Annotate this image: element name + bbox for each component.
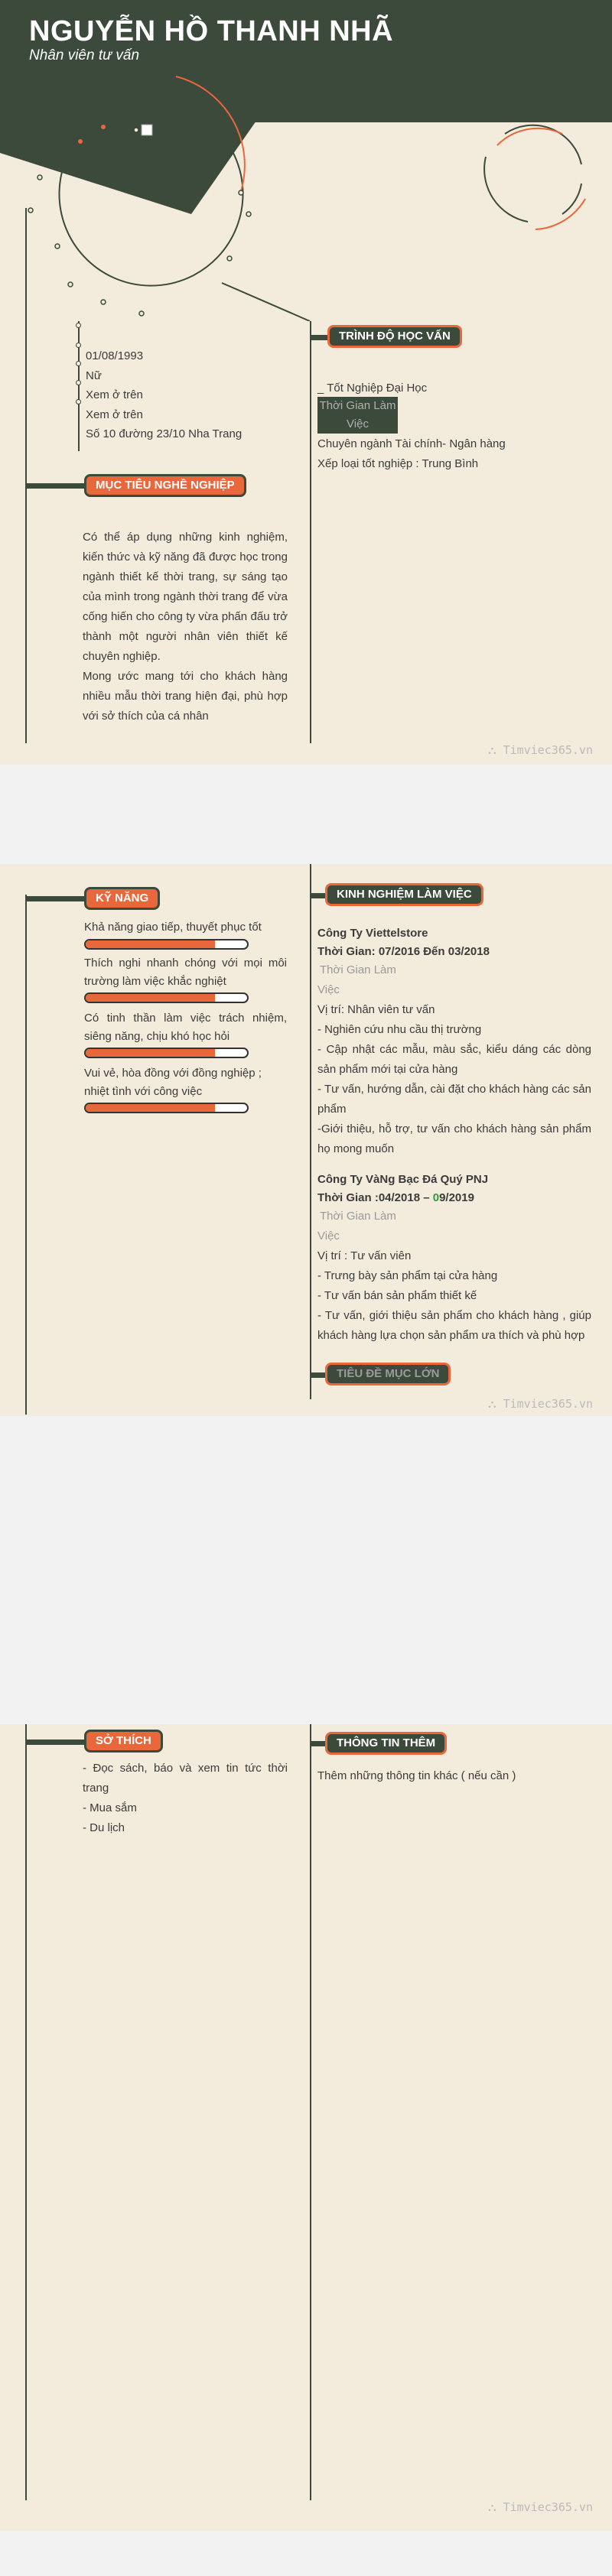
skills-title: KỸ NĂNG	[84, 887, 160, 910]
watermark: ⛬ Timviec365.vn	[488, 743, 593, 757]
info-timeline	[78, 321, 80, 451]
info-dot	[76, 323, 81, 328]
skill-4-bar	[84, 1103, 249, 1113]
experience-title: KINH NGHIỆM LÀM VIỆC	[325, 883, 483, 906]
job2-time-label: Thời Gian Làm Việc	[317, 1210, 396, 1243]
right-timeline-line	[310, 1724, 311, 2500]
job1-time-label: Thời Gian Làm Việc	[317, 963, 396, 996]
job1-duty: - Nghiên cứu nhu cầu thị trường	[317, 1023, 482, 1036]
hobby-item: - Du lịch	[83, 1821, 125, 1834]
left-timeline-line	[25, 208, 27, 743]
job2-position: Vị trí : Tư vấn viên	[317, 1249, 412, 1262]
edu-grade: Xếp loại tốt nghiệp : Trung Bình	[317, 457, 479, 470]
job1-duty: - Tư vấn, hướng dẫn, cài đặt cho khách hàng các sản phẩm	[317, 1083, 591, 1116]
birth-date: 01/08/1993	[86, 349, 144, 362]
objective-connector	[25, 483, 86, 489]
skill-4-label: Vui vẻ, hòa đồng với đồng nghiệp ; nhiệt tình với công việc	[84, 1067, 262, 1098]
cv-page-1	[0, 0, 612, 765]
cv-page-3	[0, 1724, 612, 2531]
watermark: ⛬ Timviec365.vn	[488, 2500, 593, 2514]
education-title: TRÌNH ĐỘ HỌC VẤN	[327, 325, 462, 348]
info-dot	[76, 361, 81, 366]
info-dot	[76, 380, 81, 385]
skill-3-bar	[84, 1048, 249, 1058]
phone: Xem ở trên	[86, 388, 143, 401]
job1-time: Thời Gian: 07/2016 Đến 03/2018	[317, 945, 490, 958]
additional-info-title: THÔNG TIN THÊM	[325, 1732, 447, 1755]
education-connector	[310, 335, 329, 340]
info-dot	[76, 343, 81, 348]
job1-company: Công Ty Viettelstore	[317, 927, 428, 940]
candidate-role: Nhân viên tư vấn	[29, 47, 140, 63]
skill-2-label: Thích nghi nhanh chóng với mọi môi trường làm việc khắc nghiệt	[84, 957, 287, 988]
job2-time: Thời Gian :04/2018 – 09/2019	[317, 1191, 474, 1204]
job2-duty: - Tư vấn, giới thiệu sản phẩm cho khách hàng , giúp khách hàng lựa chọn sản phẩm ưa thích và phù hợp	[317, 1309, 591, 1342]
info-dot	[76, 399, 81, 404]
hobby-item: - Mua sắm	[83, 1801, 137, 1814]
edu-major: Chuyên ngành Tài chính- Ngân hàng	[317, 437, 506, 450]
address: Số 10 đường 23/10 Nha Trang	[86, 427, 243, 440]
cv-page-2	[0, 864, 612, 1416]
left-timeline-line	[25, 895, 27, 1415]
additional-info-text: Thêm những thông tin khác ( nếu cần )	[317, 1769, 516, 1782]
skills-connector	[25, 896, 86, 901]
job1-duty: - Cập nhật các mẫu, màu sắc, kiểu dáng các dòng sản phẩm mới tại cửa hàng	[317, 1043, 591, 1076]
left-timeline-line	[25, 1724, 27, 2500]
job1-duty: -Giới thiệu, hỗ trợ, tư vấn cho khách hàng sản phẩm họ mong muốn	[317, 1122, 591, 1155]
objective-title: MỤC TIÊU NGHỀ NGHIỆP	[84, 474, 246, 497]
job1-position: Vị trí: Nhân viên tư vấn	[317, 1003, 435, 1016]
hobby-connector	[25, 1740, 86, 1745]
watermark: ⛬ Timviec365.vn	[488, 1397, 593, 1411]
skill-2-bar	[84, 992, 249, 1003]
edu-time-label: Thời Gian Làm Việc	[317, 397, 398, 434]
gender: Nữ	[86, 369, 102, 382]
skill-3-label: Có tinh thần làm việc trách nhiệm, siêng năng, chịu khó học hỏi	[84, 1012, 287, 1043]
skill-1-label: Khả năng giao tiếp, thuyết phục tốt	[84, 921, 262, 934]
skill-1-bar	[84, 939, 249, 950]
candidate-name: NGUYỄN HỒ THANH NHÃ	[29, 15, 394, 47]
job2-duty: - Tư vấn bán sản phẩm thiết kế	[317, 1289, 477, 1302]
objective-paragraph-1: Có thể áp dụng những kinh nghiệm, kiến thức và kỹ năng đã được học trong ngành thiết kế thời trang, sự sáng tạo của mình trong ngành thời trang để vừa cống hiến cho công ty vừa phấn đấu trở thành một người nhân viên thiết kế chuyên nghiệp.	[83, 531, 288, 663]
hobby-item: - Đọc sách, báo và xem tin tức thời trang	[83, 1762, 288, 1795]
job2-company: Công Ty VàNg Bạc Đá Quý PNJ	[317, 1173, 489, 1186]
extra-section-title: TIÊU ĐỀ MỤC LỚN	[325, 1363, 451, 1385]
email: Xem ở trên	[86, 408, 143, 421]
objective-paragraph-2: Mong ước mang tới cho khách hàng nhiều mẫu thời trang hiện đại, phù hợp với sở thích của cá nhân	[83, 670, 288, 723]
hobby-title: SỞ THÍCH	[84, 1730, 163, 1753]
edu-degree: _ Tốt Nghiệp Đại Học	[317, 382, 428, 395]
job2-duty: - Trưng bày sản phẩm tại cửa hàng	[317, 1269, 498, 1282]
right-timeline-line	[310, 864, 311, 1399]
right-timeline-line	[310, 321, 311, 743]
